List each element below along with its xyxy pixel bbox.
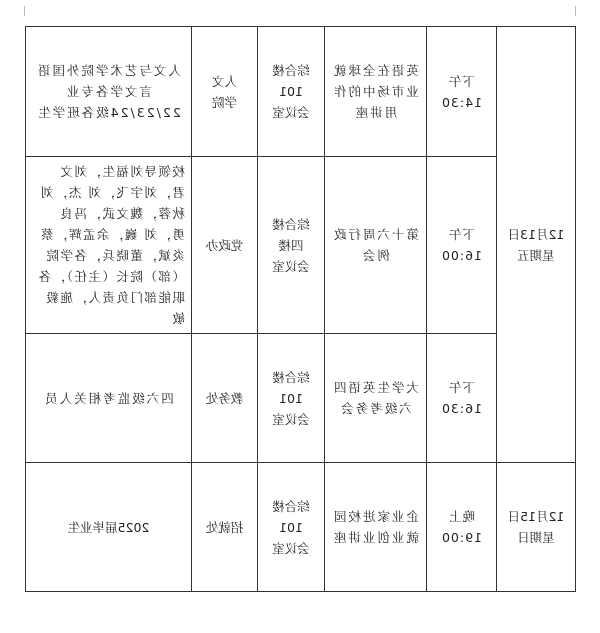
- event-cell: 英语在全球就业市场中的作用讲座: [325, 27, 427, 157]
- organizer-cell: [192, 334, 258, 463]
- location-building: 综合楼: [272, 63, 310, 78]
- time-value: 14:30: [440, 94, 483, 110]
- schedule-table-wrapper: [26, 26, 576, 571]
- time-cell: [427, 157, 497, 334]
- attendees-cell: 人文与艺术学院外国语言文学各专业22/23/24级各班学生: [26, 27, 192, 157]
- event-cell: 大学生英语四六级考务会: [325, 334, 427, 463]
- organizer-cell: [192, 463, 258, 592]
- attendees-cell: 校领导刘福生，刘文君，刘宇飞，刘 杰，刘秋蓉，魏文武，冯良勇，刘 巍，余孟辉，蔡炎斌，董晓兵，各学院（部）院长（主任），各职能部门负责人，施毅敏: [26, 157, 192, 334]
- location-cell: [258, 157, 325, 334]
- schedule-table: [25, 26, 576, 592]
- table-row: [26, 157, 576, 334]
- location-building: 综合楼: [272, 369, 310, 385]
- organizer-line: 教务处: [205, 390, 244, 406]
- crop-mark-right: [575, 6, 586, 16]
- organizer-line: 党政办: [205, 237, 244, 253]
- time-cell: [427, 334, 497, 463]
- location-cell: [258, 334, 325, 463]
- location-hall: 会议室: [272, 258, 310, 274]
- time-cell: [427, 27, 497, 157]
- crop-mark-left: [14, 6, 25, 16]
- date-cell: [497, 27, 576, 463]
- table-row: [26, 27, 576, 157]
- event-cell: 第十六周行政例会: [325, 157, 427, 334]
- weekday-text: 星期日: [517, 530, 555, 545]
- location-room: 101: [279, 390, 303, 406]
- location-building: 综合楼: [272, 498, 310, 514]
- attendees-cell: 2025届毕业生: [26, 463, 192, 592]
- date-text: 12月13日: [507, 226, 565, 242]
- time-value: 16:30: [440, 401, 483, 416]
- location-cell: [258, 463, 325, 592]
- time-value: 19:00: [440, 530, 483, 545]
- location-room: 101: [279, 519, 303, 535]
- event-cell: 企业家进校园就业创业讲座: [325, 463, 427, 592]
- organizer-cell: [192, 27, 258, 157]
- weekday-text: 星期五: [517, 247, 555, 263]
- time-period: 下午: [448, 227, 476, 242]
- organizer-line: 招就处: [205, 519, 244, 535]
- organizer-line: 人文: [212, 73, 238, 89]
- time-period: 下午: [448, 380, 476, 395]
- time-period: 晚上: [448, 509, 476, 524]
- organizer-cell: [192, 157, 258, 334]
- location-building: 综合楼: [272, 216, 310, 232]
- location-cell: [258, 27, 325, 157]
- location-hall: 会议室: [272, 411, 310, 427]
- date-text: 12月15日: [507, 509, 565, 524]
- location-room: 四楼: [278, 237, 304, 253]
- organizer-line: 学院: [212, 94, 238, 110]
- location-hall: 会议室: [272, 540, 310, 556]
- time-period: 下午: [448, 73, 476, 89]
- time-cell: [427, 463, 497, 592]
- attendees-cell: 四六级监考相关人员: [26, 334, 192, 463]
- location-hall: 会议室: [272, 105, 310, 120]
- date-cell: [497, 463, 576, 592]
- location-room: 101: [279, 84, 303, 99]
- table-row: [26, 334, 576, 463]
- table-row: [26, 463, 576, 592]
- time-value: 16:00: [440, 248, 483, 263]
